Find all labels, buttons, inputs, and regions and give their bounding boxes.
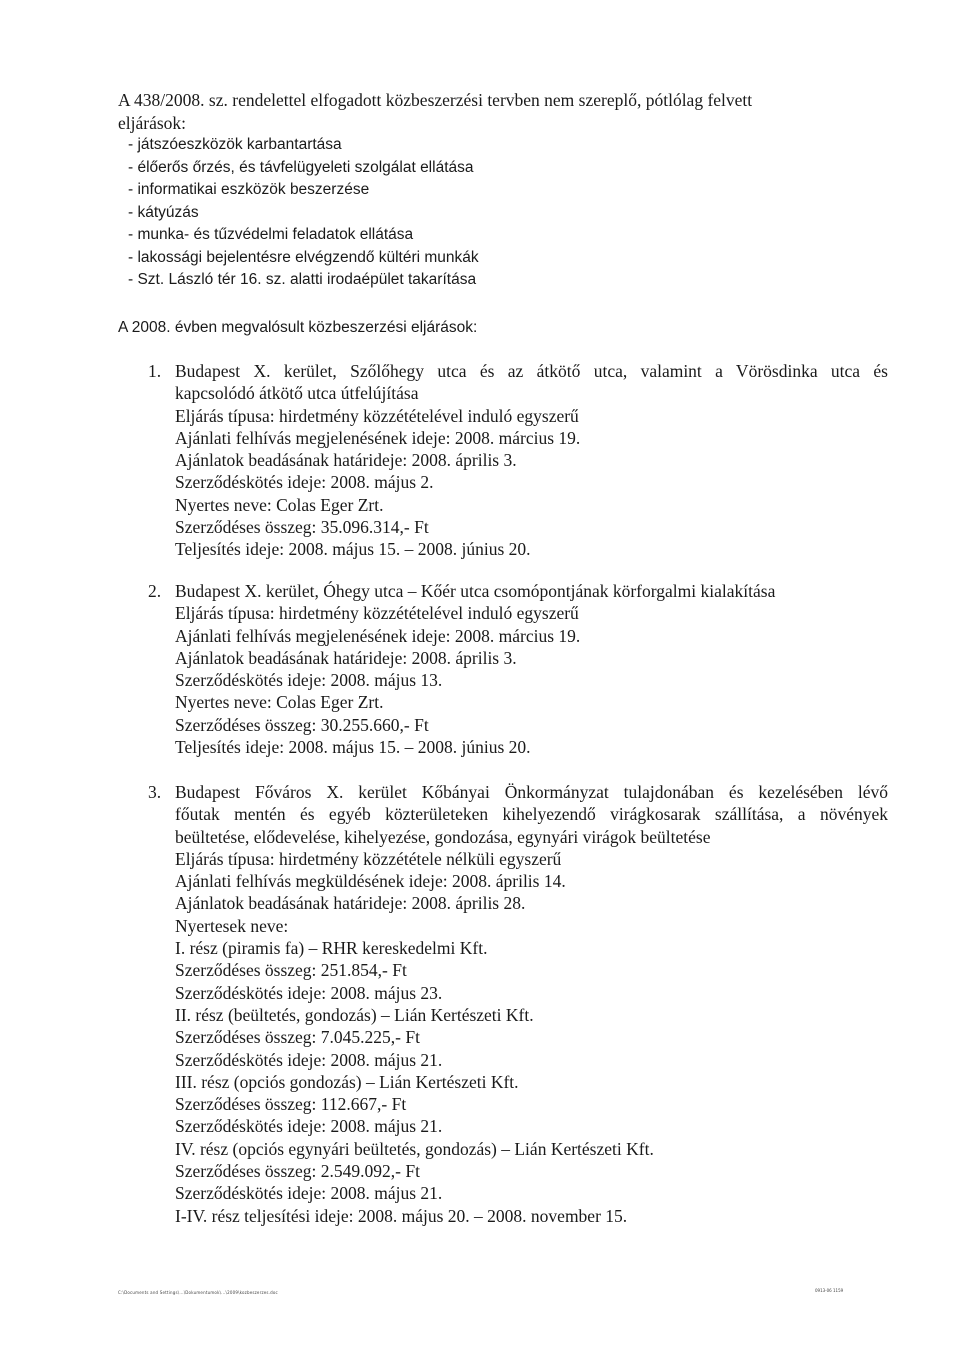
item-line: Eljárás típusa: hirdetmény közzétételével induló egyszerű xyxy=(175,405,579,426)
item-number: 3. xyxy=(148,782,162,802)
item-line: Eljárás típusa: hirdetmény közzététele nélküli egyszerű xyxy=(175,848,562,869)
item-line: Szerződéskötés ideje: 2008. május 21. xyxy=(175,1116,443,1137)
item-line: Szerződéskötés ideje: 2008. május 21. xyxy=(175,1049,443,1070)
item-body xyxy=(175,781,888,1227)
intro-list xyxy=(118,134,888,292)
item-line: Nyertesek neve: xyxy=(175,915,289,936)
item-line: főutak mentén és egyéb közterületeken kihelyezendő virágkosarak szállítása, a növények xyxy=(175,804,888,825)
item-line: Ajánlatok beadásának határideje: 2008. április 3. xyxy=(175,647,517,668)
item-line: Szerződéses összeg: 112.667,- Ft xyxy=(175,1094,407,1115)
item-line: Teljesítés ideje: 2008. május 15. – 2008. június 20. xyxy=(175,539,531,560)
footer-code: 0913-06 1159 xyxy=(815,1288,844,1293)
item-line: Teljesítés ideje: 2008. május 15. – 2008. június 20. xyxy=(175,737,531,758)
item-line: Szerződéses összeg: 2.549.092,- Ft xyxy=(175,1161,420,1182)
item-body xyxy=(175,360,888,561)
item-line: Szerződéses összeg: 251.854,- Ft xyxy=(175,960,407,981)
item-line: III. rész (opciós gondozás) – Lián Kertészeti Kft. xyxy=(175,1071,519,1092)
intro-list-item: - lakossági bejelentésre elvégzendő kültéri munkák xyxy=(128,248,479,266)
item-number: 1. xyxy=(148,361,162,381)
item-line: Ajánlati felhívás megküldésének ideje: 2008. április 14. xyxy=(175,871,566,892)
section-title: A 2008. évben megvalósult közbeszerzési eljárások: xyxy=(118,319,478,336)
intro-list-item: - informatikai eszközök beszerzése xyxy=(128,181,370,198)
intro-list-item: - élőerős őrzés, és távfelügyeleti szolgálat ellátása xyxy=(128,158,474,176)
intro-list-item: - kátyúzás xyxy=(128,203,199,221)
item-line: Szerződéskötés ideje: 2008. május 23. xyxy=(175,982,443,1003)
item-line: Szerződéskötés ideje: 2008. május 21. xyxy=(175,1183,443,1204)
intro-list-item: - játszóeszközök karbantartása xyxy=(128,136,342,153)
intro-heading-cont: eljárások: xyxy=(118,112,187,133)
item-line: Ajánlatok beadásának határideje: 2008. április 3. xyxy=(175,450,517,471)
procurement-item-1 xyxy=(148,360,888,561)
procurement-item-2 xyxy=(148,580,888,758)
item-line: I-IV. rész teljesítési ideje: 2008. május 20. – 2008. november 15. xyxy=(175,1205,628,1226)
item-line: Ajánlatok beadásának határideje: 2008. április 28. xyxy=(175,893,526,914)
intro-list-item: - munka- és tűzvédelmi feladatok ellátása xyxy=(128,226,414,243)
intro-block xyxy=(118,89,888,292)
item-body xyxy=(175,580,888,758)
item-line: II. rész (beültetés, gondozás) – Lián Kertészeti Kft. xyxy=(175,1004,534,1025)
item-line: Budapest X. kerület, Szőlőhegy utca és az átkötő utca, valamint a Vörösdinka utca és xyxy=(175,361,888,381)
procurement-item-3 xyxy=(148,781,888,1227)
item-line: I. rész (piramis fa) – RHR kereskedelmi Kft. xyxy=(175,938,488,959)
item-line: Eljárás típusa: hirdetmény közzétételével induló egyszerű xyxy=(175,603,579,624)
item-line: Nyertes neve: Colas Eger Zrt. xyxy=(175,692,384,713)
footer-file-path: C:\Documents and Settings\...\Dokumentumok\...\2009\kozbeszerzes.doc xyxy=(118,1290,278,1295)
intro-list-item: - Szt. László tér 16. sz. alatti irodaépület takarítása xyxy=(128,271,477,288)
item-number: 2. xyxy=(148,581,162,601)
item-line: beültetése, elődevelése, kihelyezése, gondozása, egynyári virágok beültetése xyxy=(175,826,711,847)
item-line: Budapest Főváros X. kerület Kőbányai Önkormányzat tulajdonában és kezelésében lévő xyxy=(175,782,888,802)
item-line: Budapest X. kerület, Óhegy utca – Kőér utca csomópontjának körforgalmi kialakítása xyxy=(175,581,776,601)
intro-heading: A 438/2008. sz. rendelettel elfogadott közbeszerzési tervben nem szereplő, pótlólag felvett xyxy=(118,90,753,110)
item-line: Szerződéses összeg: 35.096.314,- Ft xyxy=(175,517,429,538)
item-line: kapcsolódó átkötő utca útfelújítása xyxy=(175,383,419,404)
item-line: Ajánlati felhívás megjelenésének ideje: 2008. március 19. xyxy=(175,625,581,646)
item-line: Szerződéskötés ideje: 2008. május 13. xyxy=(175,670,443,691)
item-line: Szerződéses összeg: 7.045.225,- Ft xyxy=(175,1027,420,1048)
item-line: IV. rész (opciós egynyári beültetés, gondozás) – Lián Kertészeti Kft. xyxy=(175,1138,654,1159)
item-line: Nyertes neve: Colas Eger Zrt. xyxy=(175,494,384,515)
item-line: Szerződéses összeg: 30.255.660,- Ft xyxy=(175,714,429,735)
item-line: Ajánlati felhívás megjelenésének ideje: 2008. március 19. xyxy=(175,427,581,448)
item-line: Szerződéskötés ideje: 2008. május 2. xyxy=(175,472,434,493)
